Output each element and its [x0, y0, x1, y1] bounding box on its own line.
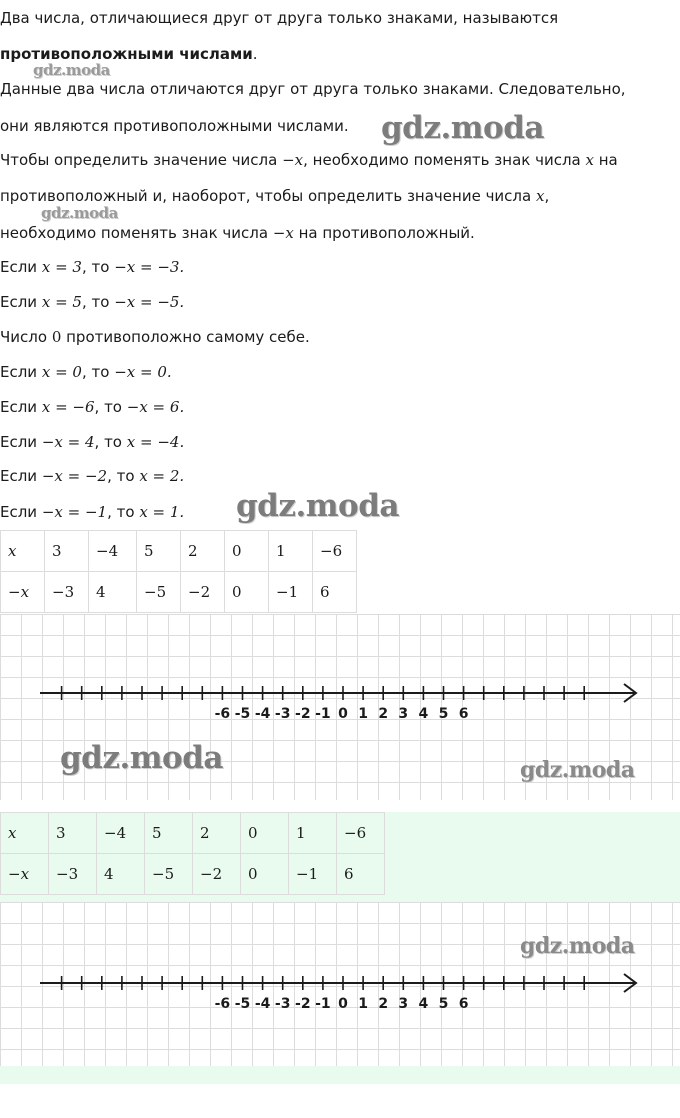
table-cell: −4 [97, 813, 145, 854]
zero-note: Число 0 противоположно самому себе. [0, 328, 310, 346]
tick-label: 5 [438, 996, 449, 1012]
table-cell: x [1, 531, 45, 572]
example-5: Если −x = 4, то x = −4. [0, 433, 185, 451]
tick-label: 6 [458, 706, 469, 722]
values-table [0, 530, 357, 613]
table-cell: 3 [45, 531, 89, 572]
tick-label: -5 [234, 706, 251, 722]
table-cell: 0 [225, 531, 269, 572]
table-cell: 3 [49, 813, 97, 854]
number-line-group [40, 974, 636, 1012]
term-bold: противоположными числами [0, 45, 253, 63]
tick-label: -3 [274, 706, 291, 722]
table-row [1, 572, 357, 613]
tick-label: -5 [234, 996, 251, 1012]
table-cell: 4 [89, 572, 137, 613]
tick-label: -2 [295, 996, 311, 1012]
watermark: gdz.moda [520, 933, 635, 959]
table-row [1, 854, 385, 895]
table-cell: 1 [289, 813, 337, 854]
example-7: Если −x = −1, то x = 1. [0, 503, 185, 521]
tick-label: -1 [315, 706, 331, 722]
table-cell: 5 [137, 531, 181, 572]
tick-label: -3 [274, 996, 291, 1012]
watermark: gdz.moda [60, 740, 223, 776]
tick-label: 2 [378, 996, 389, 1012]
tick-label: 5 [438, 706, 449, 722]
table-cell: −5 [137, 572, 181, 613]
tick-label: 4 [418, 706, 429, 722]
table-cell: 0 [241, 854, 289, 895]
table-cell: 5 [145, 813, 193, 854]
paragraph-6: необходимо поменять знак числа −x на противоположный. [0, 224, 475, 242]
table-cell: −1 [269, 572, 313, 613]
watermark: gdz.moda [41, 204, 118, 222]
number-line [0, 902, 680, 1066]
table-cell: −6 [313, 531, 357, 572]
values-table-answer [0, 812, 385, 895]
tick-label: 3 [398, 706, 409, 722]
grid-paper [0, 902, 680, 1066]
table-cell: −1 [289, 854, 337, 895]
table-row [1, 813, 385, 854]
table-cell: −3 [45, 572, 89, 613]
table-cell: −2 [193, 854, 241, 895]
table-cell: 1 [269, 531, 313, 572]
example-1: Если x = 3, то −x = −3. [0, 258, 185, 276]
table-cell: −5 [145, 854, 193, 895]
example-3: Если x = 0, то −x = 0. [0, 363, 172, 381]
tick-label: -4 [254, 706, 271, 722]
table-cell: −x [1, 572, 45, 613]
tick-label: 0 [338, 706, 348, 722]
tick-label: 6 [458, 996, 469, 1012]
number-line-group [40, 684, 636, 722]
example-6: Если −x = −2, то x = 2. [0, 467, 185, 485]
paragraph-3: они являются противоположными числами. [0, 117, 349, 135]
answer-band-bottom [0, 1066, 680, 1084]
tick-label: 0 [338, 996, 348, 1012]
tick-label: -4 [254, 996, 271, 1012]
paragraph-definition-term: противоположными числами. [0, 45, 258, 63]
example-2: Если x = 5, то −x = −5. [0, 293, 185, 311]
tick-label: 1 [358, 996, 368, 1012]
table-cell: 6 [337, 854, 385, 895]
tick-label: 4 [418, 996, 429, 1012]
tick-label: 2 [378, 706, 389, 722]
definition-text: Два числа, отличающиеся друг от друга только знаками, называются [0, 9, 559, 27]
paragraph-5: противоположный и, наоборот, чтобы определить значение числа x, [0, 187, 550, 205]
table-cell: −x [1, 854, 49, 895]
table-cell: −6 [337, 813, 385, 854]
watermark: gdz.moda [381, 110, 544, 146]
tick-label: -1 [315, 996, 331, 1012]
table-cell: 0 [225, 572, 269, 613]
table-cell: 2 [193, 813, 241, 854]
tick-label: 3 [398, 996, 409, 1012]
table-cell: x [1, 813, 49, 854]
table-cell: 2 [181, 531, 225, 572]
paragraph-4: Чтобы определить значение числа −x, необходимо поменять знак числа x на [0, 151, 618, 169]
paragraph-2: Данные два числа отличаются друг от друга только знаками. Следовательно, [0, 80, 626, 98]
table-cell: 0 [241, 813, 289, 854]
table-cell: −4 [89, 531, 137, 572]
example-4: Если x = −6, то −x = 6. [0, 398, 185, 416]
tick-label: 1 [358, 706, 368, 722]
table-cell: −3 [49, 854, 97, 895]
tick-label: -6 [214, 706, 231, 722]
tick-label: -2 [295, 706, 311, 722]
watermark: gdz.moda [236, 488, 399, 524]
table-cell: −2 [181, 572, 225, 613]
table-row [1, 531, 357, 572]
watermark: gdz.moda [520, 757, 635, 783]
watermark: gdz.moda [33, 61, 110, 79]
tick-label: -6 [214, 996, 231, 1012]
paragraph-definition [0, 9, 558, 27]
table-cell: 6 [313, 572, 357, 613]
table-cell: 4 [97, 854, 145, 895]
